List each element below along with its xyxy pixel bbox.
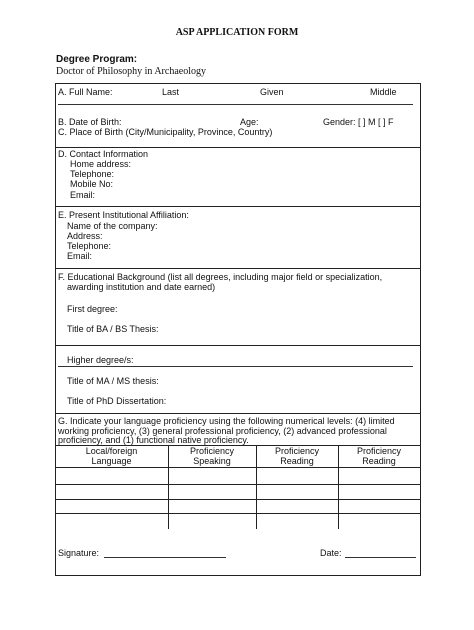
full-name-label: A. Full Name: — [58, 87, 113, 97]
frame-left — [55, 83, 56, 575]
table-row-1[interactable] — [55, 484, 421, 485]
home-address-label: Home address: — [70, 159, 132, 169]
table-header-reading-2 — [338, 446, 420, 466]
dob-label: B. Date of Birth: — [58, 117, 122, 127]
signature-field[interactable] — [104, 557, 226, 558]
gender-checkboxes[interactable]: Gender: [ ] M [ ] F — [323, 117, 394, 127]
divider-f — [55, 268, 421, 269]
frame-bottom — [55, 575, 421, 576]
company-label: Name of the company: — [67, 221, 158, 231]
degree-value: Doctor of Philosophy in Archaeology — [56, 66, 206, 77]
header-speaking-line1: Proficiency — [189, 446, 234, 456]
mobile-label: Mobile No: — [70, 179, 114, 189]
last-name-label: Last — [162, 87, 180, 97]
telephone-label: Telephone: — [70, 169, 115, 179]
education-label-line1: F. Educational Background (list all degrees, including major field or specialization, — [58, 272, 383, 282]
full-name-field[interactable] — [58, 104, 413, 105]
header-language-line2: Language — [91, 456, 132, 466]
table-header-reading — [256, 446, 338, 466]
company-address-label: Address: — [67, 231, 103, 241]
degree-heading: Degree Program: — [56, 54, 138, 65]
first-degree-label: First degree: — [67, 304, 118, 314]
phd-label: Title of PhD Dissertation: — [67, 396, 167, 406]
higher-degree-label: Higher degree/s: — [67, 355, 134, 365]
table-header-language — [55, 446, 168, 466]
divider-d — [55, 147, 421, 148]
company-telephone-label: Telephone: — [67, 241, 112, 251]
language-instructions-line2: working proficiency, (3) general professional proficiency, (2) advanced professional — [58, 426, 387, 436]
header-reading2-line1: Proficiency — [356, 446, 401, 456]
education-label-line2: awarding institution and date earned) — [67, 282, 216, 292]
date-field[interactable] — [345, 557, 416, 558]
table-row-3[interactable] — [55, 513, 421, 514]
email-label: Email: — [70, 190, 96, 200]
ma-thesis-label: Title of MA / MS thesis: — [67, 376, 159, 386]
date-label: Date: — [320, 548, 342, 558]
divider-g — [55, 413, 421, 414]
frame-top — [55, 83, 421, 84]
age-label: Age: — [240, 117, 259, 127]
ba-thesis-label: Title of BA / BS Thesis: — [67, 324, 159, 334]
header-reading-line1: Proficiency — [274, 446, 319, 456]
higher-degree-field[interactable] — [58, 366, 413, 367]
header-language-line1: Local/foreign — [85, 446, 138, 456]
language-instructions-line1: G. Indicate your language proficiency using the following numerical levels: (4) limited — [58, 416, 395, 426]
middle-name-label: Middle — [370, 87, 397, 97]
signature-label: Signature: — [58, 548, 100, 558]
form-title: ASP APPLICATION FORM — [175, 27, 299, 38]
company-email-label: Email: — [67, 251, 93, 261]
header-reading-line2: Reading — [280, 456, 314, 466]
frame-right — [420, 83, 421, 575]
header-reading2-line2: Reading — [362, 456, 396, 466]
affiliation-label: E. Present Institutional Affiliation: — [58, 210, 189, 220]
given-name-label: Given — [260, 87, 284, 97]
contact-info-label: D. Contact Information — [58, 149, 149, 159]
divider-e — [55, 206, 421, 207]
divider-higher — [55, 345, 421, 346]
table-header-bottom — [55, 467, 421, 468]
table-header-speaking — [168, 446, 256, 466]
header-speaking-line2: Speaking — [193, 456, 231, 466]
language-instructions-line3: proficiency, and (1) functional native proficiency. — [58, 435, 249, 445]
table-row-2[interactable] — [55, 499, 421, 500]
place-of-birth-label: C. Place of Birth (City/Municipality, Province, Country) — [58, 127, 273, 137]
